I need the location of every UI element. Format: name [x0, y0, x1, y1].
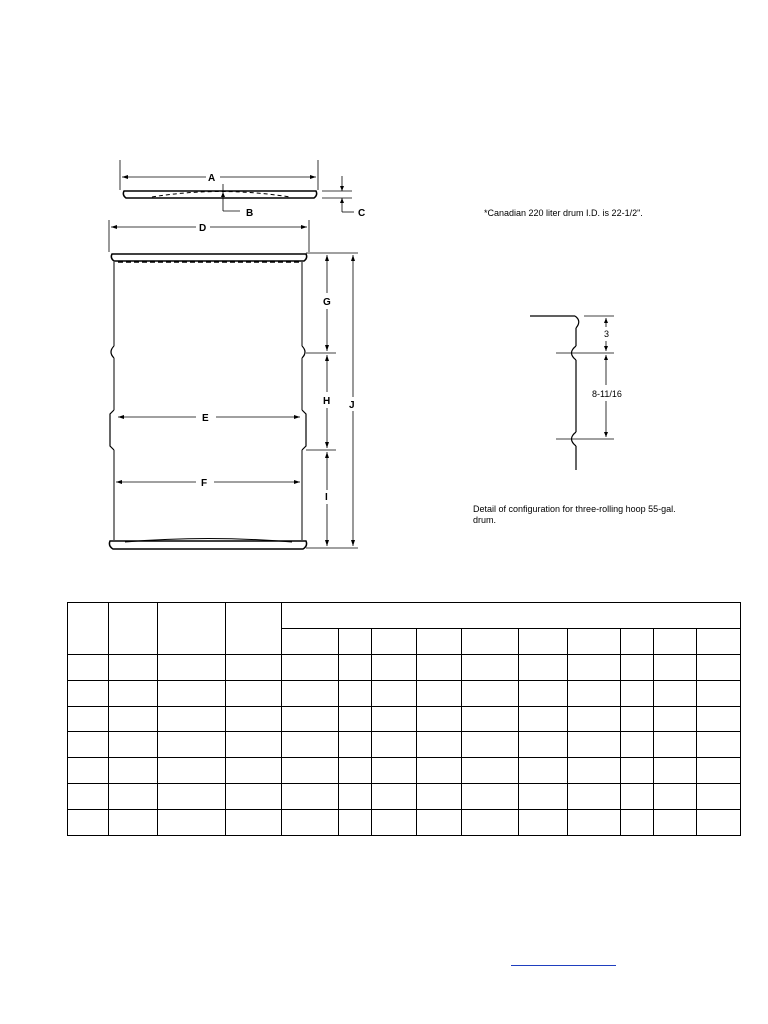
- table-cell: [654, 810, 697, 836]
- table-cell: [282, 810, 339, 836]
- dim-label-c: C: [358, 208, 366, 219]
- table-cell: [282, 784, 339, 810]
- table-header-cell: [68, 603, 109, 655]
- table-cell: [462, 680, 519, 706]
- table-cell: [568, 706, 621, 732]
- dim-label-j: J: [349, 400, 355, 411]
- table-cell: [654, 680, 697, 706]
- dim-label-i: I: [325, 492, 328, 503]
- table-cell: [339, 680, 372, 706]
- table-cell: [109, 784, 158, 810]
- table-row: [68, 810, 741, 836]
- table-cell: [158, 784, 226, 810]
- table-cell: [282, 732, 339, 758]
- table-row: [68, 784, 741, 810]
- table-subheader-cell: [519, 628, 568, 654]
- table-cell: [697, 810, 741, 836]
- table-cell: [519, 758, 568, 784]
- detail-dim-3: 3: [604, 329, 610, 339]
- dim-label-b: B: [246, 208, 254, 219]
- table-cell: [654, 706, 697, 732]
- table-header-cell: [109, 603, 158, 655]
- table-subheader-cell: [697, 628, 741, 654]
- table-cell: [226, 758, 282, 784]
- table-cell: [621, 784, 654, 810]
- table-cell: [697, 706, 741, 732]
- table-cell: [417, 680, 462, 706]
- table-cell: [519, 784, 568, 810]
- table-cell: [462, 654, 519, 680]
- table-cell: [417, 784, 462, 810]
- dimension-table: [67, 602, 741, 836]
- table-cell: [282, 680, 339, 706]
- table-cell: [68, 706, 109, 732]
- table-cell: [68, 810, 109, 836]
- table-cell: [621, 758, 654, 784]
- table-subheader-cell: [462, 628, 519, 654]
- table-cell: [519, 654, 568, 680]
- table-cell: [339, 706, 372, 732]
- table-cell: [282, 654, 339, 680]
- drum-body: [109, 220, 358, 549]
- table-subheader-cell: [568, 628, 621, 654]
- table-cell: [68, 784, 109, 810]
- table-cell: [654, 732, 697, 758]
- table-cell: [621, 706, 654, 732]
- table-cell: [462, 784, 519, 810]
- table-cell: [568, 680, 621, 706]
- table-cell: [568, 758, 621, 784]
- table-row: [68, 706, 741, 732]
- canadian-drum-note: *Canadian 220 liter drum I.D. is 22-1/2".: [484, 208, 643, 218]
- table-cell: [226, 810, 282, 836]
- table-cell: [417, 706, 462, 732]
- table-cell: [417, 758, 462, 784]
- table-header-row: [68, 603, 741, 629]
- table-cell: [68, 732, 109, 758]
- table-cell: [372, 784, 417, 810]
- table-cell: [282, 706, 339, 732]
- table-cell: [697, 758, 741, 784]
- table-cell: [697, 784, 741, 810]
- table-cell: [654, 654, 697, 680]
- table-cell: [621, 654, 654, 680]
- table-cell: [226, 732, 282, 758]
- table-subheader-cell: [339, 628, 372, 654]
- table-cell: [226, 706, 282, 732]
- dim-label-h: H: [323, 396, 331, 407]
- dim-label-e: E: [202, 413, 209, 424]
- table-cell: [226, 654, 282, 680]
- table-cell: [372, 732, 417, 758]
- dim-label-a: A: [208, 173, 216, 184]
- detail-caption: Detail of configuration for three-rolling hoop 55-gal. drum.: [473, 504, 676, 525]
- table-row: [68, 680, 741, 706]
- table-cell: [68, 680, 109, 706]
- table-cell: [372, 654, 417, 680]
- table-body: [68, 603, 741, 836]
- table-cell: [417, 654, 462, 680]
- table-row: [68, 654, 741, 680]
- table-cell: [462, 732, 519, 758]
- dim-label-d: D: [199, 223, 207, 234]
- table-cell: [226, 680, 282, 706]
- table-cell: [226, 784, 282, 810]
- table-cell: [654, 784, 697, 810]
- table-cell: [158, 810, 226, 836]
- drum-lid: [120, 160, 354, 212]
- table-cell: [519, 732, 568, 758]
- table-cell: [109, 758, 158, 784]
- table-cell: [519, 706, 568, 732]
- table-cell: [372, 680, 417, 706]
- table-cell: [372, 810, 417, 836]
- table-cell: [339, 732, 372, 758]
- dim-label-f: F: [201, 478, 208, 489]
- table-cell: [109, 654, 158, 680]
- table-cell: [158, 758, 226, 784]
- table-cell: [158, 706, 226, 732]
- table-cell: [417, 732, 462, 758]
- table-header-cell: [226, 603, 282, 655]
- table-subheader-cell: [372, 628, 417, 654]
- table-group-header-cell: [282, 603, 741, 629]
- table-cell: [339, 784, 372, 810]
- table-cell: [621, 810, 654, 836]
- table-cell: [109, 706, 158, 732]
- table-cell: [519, 680, 568, 706]
- table-cell: [568, 784, 621, 810]
- footer-link[interactable]: [511, 954, 616, 966]
- table-cell: [654, 758, 697, 784]
- table-cell: [519, 810, 568, 836]
- table-cell: [697, 732, 741, 758]
- table-cell: [462, 758, 519, 784]
- table-cell: [109, 680, 158, 706]
- table-subheader-cell: [417, 628, 462, 654]
- table-cell: [339, 810, 372, 836]
- table-cell: [568, 654, 621, 680]
- table-cell: [417, 810, 462, 836]
- dim-label-g: G: [323, 297, 331, 308]
- table-subheader-cell: [654, 628, 697, 654]
- table-cell: [697, 654, 741, 680]
- table-cell: [568, 810, 621, 836]
- table-cell: [462, 706, 519, 732]
- table-cell: [109, 732, 158, 758]
- table-cell: [158, 680, 226, 706]
- table-cell: [621, 680, 654, 706]
- table-cell: [372, 706, 417, 732]
- table-row: [68, 758, 741, 784]
- table-cell: [282, 758, 339, 784]
- table-cell: [568, 732, 621, 758]
- detail-dim-8-11-16: 8-11/16: [592, 389, 622, 399]
- table-cell: [339, 654, 372, 680]
- table-cell: [68, 654, 109, 680]
- table-cell: [68, 758, 109, 784]
- table-row: [68, 732, 741, 758]
- table-cell: [697, 680, 741, 706]
- table-cell: [372, 758, 417, 784]
- table-subheader-cell: [621, 628, 654, 654]
- table-cell: [462, 810, 519, 836]
- table-cell: [109, 810, 158, 836]
- table-header-cell: [158, 603, 226, 655]
- table-cell: [158, 732, 226, 758]
- table-cell: [339, 758, 372, 784]
- table-cell: [158, 654, 226, 680]
- table-subheader-cell: [282, 628, 339, 654]
- table-cell: [621, 732, 654, 758]
